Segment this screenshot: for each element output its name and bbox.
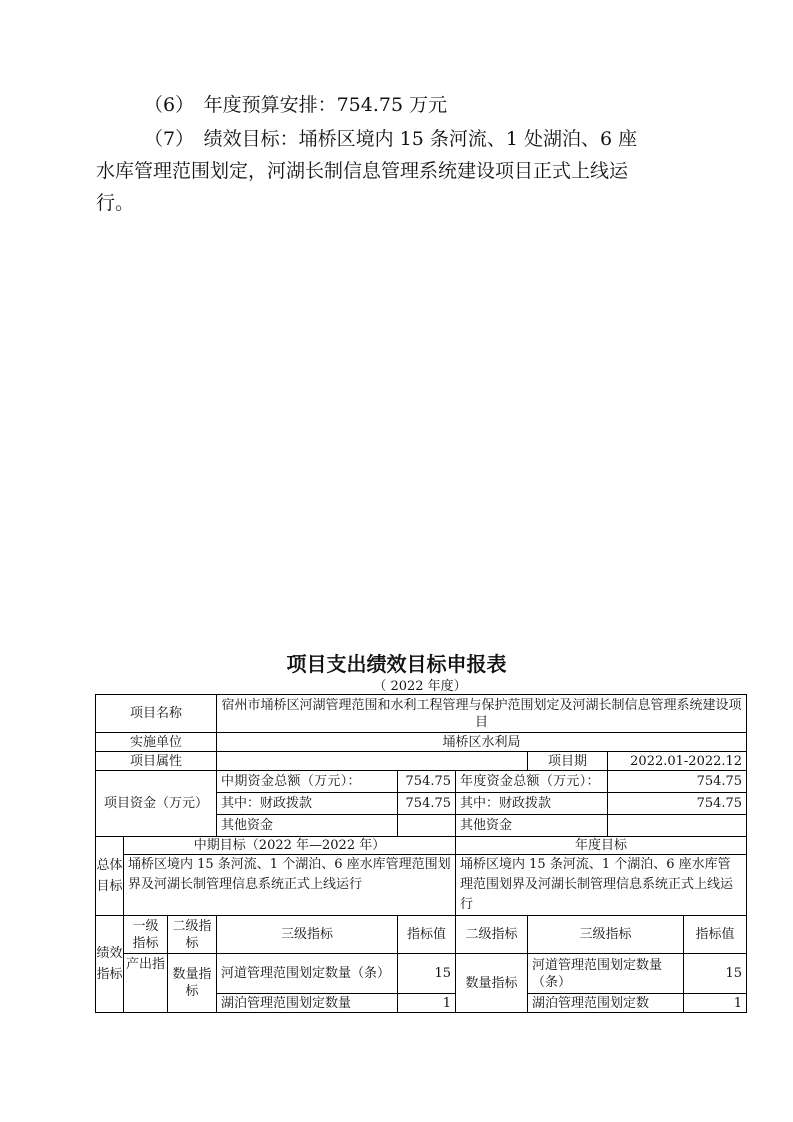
annual-level2-quantity-label: 数量指标 [456,954,528,1013]
mid-other-label: 其他资金 [217,815,398,837]
annual-level2-header: 二级指标 [456,916,528,954]
overall-goal-side-label: 总体目标 [96,837,124,916]
annual-goal-header: 年度目标 [456,837,747,855]
paragraph-line: 水库管理范围划定，河湖长制信息管理系统建设项目正式上线运 [96,160,629,182]
level2-header: 二级指标 [168,916,217,954]
annual-goal-text: 埇桥区境内 15 条河流、1 个湖泊、6 座水库管理范围划界及河湖长制管理信息系统正式上线运行 [456,855,747,916]
unit-value: 埇桥区水利局 [217,733,747,752]
mid-fiscal-value: 754.75 [398,793,456,815]
period-label: 项目期 [528,752,608,771]
annual-indicator-value: 15 [684,954,747,994]
performance-report-table [95,694,747,1013]
mid-indicator-value: 1 [398,994,456,1013]
attribute-label: 项目属性 [96,752,217,771]
attribute-value [217,752,528,771]
report-title: 项目支出绩效目标申报表 [286,652,507,676]
funds-label: 项目资金（万元） [96,771,217,837]
mid-indicator-value: 15 [398,954,456,994]
paragraph-budget: （6） 年度预算安排：754.75 万元 [144,94,448,116]
annual-indicator-name: 河道管理范围划定数量（条） [528,954,684,994]
paragraph-line: （7） 绩效目标：埇桥区境内 15 条河流、1 处湖泊、6 座 [144,128,638,150]
mid-indicator-name: 河道管理范围划定数量（条） [217,954,398,994]
level1-header: 一级指标 [124,916,168,954]
performance-side-label: 绩效指标 [96,916,124,1013]
annual-total-value: 754.75 [608,771,747,793]
period-value: 2022.01-2022.12 [608,752,747,771]
annual-value-header: 指标值 [684,916,747,954]
mid-goal-header: 中期目标（2022 年—2022 年） [124,837,456,855]
mid-other-value [398,815,456,837]
mid-level3-header: 三级指标 [217,916,398,954]
project-name-label: 项目名称 [96,695,217,733]
mid-goal-text: 埇桥区境内 15 条河流、1 个湖泊、6 座水库管理范围划界及河湖长制管理信息系统正式上线运行 [124,855,456,916]
mid-value-header: 指标值 [398,916,456,954]
mid-total-label: 中期资金总额（万元）： [217,771,398,793]
annual-fiscal-label: 其中：财政拨款 [456,793,608,815]
mid-total-value: 754.75 [398,771,456,793]
annual-indicator-value: 1 [684,994,747,1013]
annual-total-label: 年度资金总额（万元）： [456,771,608,793]
annual-fiscal-value: 754.75 [608,793,747,815]
project-name-value: 宿州市埇桥区河湖管理范围和水利工程管理与保护范围划定及河湖长制信息管理系统建设项目 [217,695,747,733]
mid-indicator-name: 湖泊管理范围划定数量 [217,994,398,1013]
annual-indicator-name: 湖泊管理范围划定数 [528,994,684,1013]
annual-other-label: 其他资金 [456,815,608,837]
annual-other-value [608,815,747,837]
paragraph-performance-goal [96,124,637,220]
paragraph-line: 行。 [96,192,135,214]
level2-quantity-label: 数量指标 [168,954,217,1013]
mid-fiscal-label: 其中：财政拨款 [217,793,398,815]
unit-label: 实施单位 [96,733,217,752]
level1-output-label: 产出指 [124,954,168,1013]
report-year: （ 2022 年度） [373,679,467,694]
annual-level3-header: 三级指标 [528,916,684,954]
